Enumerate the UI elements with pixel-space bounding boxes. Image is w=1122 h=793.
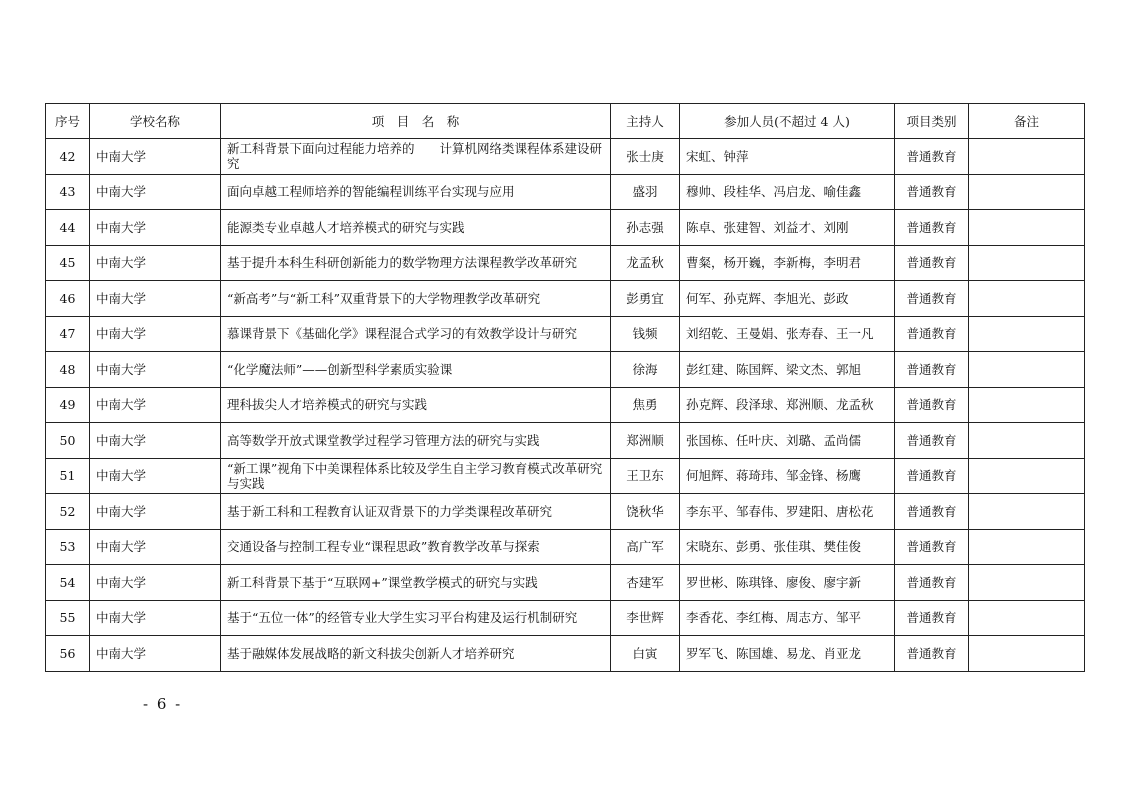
project-table (45, 103, 1085, 672)
table-row (46, 281, 1085, 317)
remark-cell (969, 458, 1085, 494)
remark-cell (969, 245, 1085, 281)
remark-cell (969, 636, 1085, 672)
row-number-cell: 54 (46, 565, 90, 601)
project-name-cell: “化学魔法师”——创新型科学素质实验课 (221, 352, 611, 388)
table-row (46, 423, 1085, 459)
project-name-cell: 能源类专业卓越人才培养模式的研究与实践 (221, 210, 611, 246)
table-row (46, 494, 1085, 530)
project-category-cell: 普通教育 (895, 387, 969, 423)
members-cell: 罗世彬、陈琪锋、廖俊、廖宇新 (680, 565, 895, 601)
members-cell: 何军、孙克辉、李旭光、彭政 (680, 281, 895, 317)
table-row (46, 210, 1085, 246)
header-category: 项目类别 (895, 104, 969, 139)
host-name-cell: 龙孟秋 (611, 245, 680, 281)
school-name-cell: 中南大学 (90, 210, 221, 246)
project-name-cell: 基于融媒体发展战略的新文科拔尖创新人才培养研究 (221, 636, 611, 672)
host-name-cell: 杏建军 (611, 565, 680, 601)
project-name-cell: 慕课背景下《基础化学》课程混合式学习的有效教学设计与研究 (221, 316, 611, 352)
table-row (46, 529, 1085, 565)
header-project: 项 目 名 称 (221, 104, 611, 139)
members-cell: 刘绍乾、王曼娟、张寿春、王一凡 (680, 316, 895, 352)
members-cell: 陈卓、张建智、刘益才、刘刚 (680, 210, 895, 246)
table-row (46, 387, 1085, 423)
school-name-cell: 中南大学 (90, 529, 221, 565)
host-name-cell: 郑洲顺 (611, 423, 680, 459)
row-number-cell: 56 (46, 636, 90, 672)
table-row (46, 245, 1085, 281)
school-name-cell: 中南大学 (90, 600, 221, 636)
page-number: - 6 - (143, 695, 183, 713)
school-name-cell: 中南大学 (90, 494, 221, 530)
row-number-cell: 50 (46, 423, 90, 459)
row-number-cell: 51 (46, 458, 90, 494)
host-name-cell: 张士庚 (611, 139, 680, 175)
school-name-cell: 中南大学 (90, 636, 221, 672)
project-name-cell: “新工课”视角下中美课程体系比较及学生自主学习教育模式改革研究与实践 (221, 458, 611, 494)
project-category-cell: 普通教育 (895, 352, 969, 388)
header-no: 序号 (46, 104, 90, 139)
host-name-cell: 钱频 (611, 316, 680, 352)
project-name-cell: 基于新工科和工程教育认证双背景下的力学类课程改革研究 (221, 494, 611, 530)
remark-cell (969, 281, 1085, 317)
members-cell: 宋虹、钟萍 (680, 139, 895, 175)
project-category-cell: 普通教育 (895, 458, 969, 494)
table-row (46, 139, 1085, 175)
school-name-cell: 中南大学 (90, 174, 221, 210)
remark-cell (969, 494, 1085, 530)
host-name-cell: 白寅 (611, 636, 680, 672)
row-number-cell: 42 (46, 139, 90, 175)
members-cell: 何旭辉、蒋琦玮、邹金锋、杨鹰 (680, 458, 895, 494)
table-row (46, 565, 1085, 601)
host-name-cell: 高广军 (611, 529, 680, 565)
school-name-cell: 中南大学 (90, 281, 221, 317)
remark-cell (969, 139, 1085, 175)
project-category-cell: 普通教育 (895, 316, 969, 352)
school-name-cell: 中南大学 (90, 565, 221, 601)
remark-cell (969, 352, 1085, 388)
project-category-cell: 普通教育 (895, 423, 969, 459)
row-number-cell: 46 (46, 281, 90, 317)
header-remark: 备注 (969, 104, 1085, 139)
project-name-cell: 新工科背景下面向过程能力培养的 计算机网络类课程体系建设研究 (221, 139, 611, 175)
project-name-cell: “新高考”与“新工科”双重背景下的大学物理教学改革研究 (221, 281, 611, 317)
table-row (46, 352, 1085, 388)
school-name-cell: 中南大学 (90, 387, 221, 423)
school-name-cell: 中南大学 (90, 458, 221, 494)
row-number-cell: 49 (46, 387, 90, 423)
project-category-cell: 普通教育 (895, 210, 969, 246)
project-name-cell: 交通设备与控制工程专业“课程思政”教育教学改革与探索 (221, 529, 611, 565)
project-category-cell: 普通教育 (895, 494, 969, 530)
project-category-cell: 普通教育 (895, 245, 969, 281)
members-cell: 彭红建、陈国辉、梁文杰、郭旭 (680, 352, 895, 388)
row-number-cell: 53 (46, 529, 90, 565)
host-name-cell: 李世辉 (611, 600, 680, 636)
remark-cell (969, 565, 1085, 601)
row-number-cell: 45 (46, 245, 90, 281)
school-name-cell: 中南大学 (90, 245, 221, 281)
project-category-cell: 普通教育 (895, 600, 969, 636)
table-row (46, 600, 1085, 636)
project-name-cell: 基于“五位一体”的经管专业大学生实习平台构建及运行机制研究 (221, 600, 611, 636)
project-name-cell: 新工科背景下基于“互联网+”课堂教学模式的研究与实践 (221, 565, 611, 601)
remark-cell (969, 316, 1085, 352)
members-cell: 李东平、邹春伟、罗建阳、唐松花 (680, 494, 895, 530)
project-name-cell: 面向卓越工程师培养的智能编程训练平台实现与应用 (221, 174, 611, 210)
table-row (46, 316, 1085, 352)
table-body (46, 139, 1085, 672)
members-cell: 宋晓东、彭勇、张佳琪、樊佳俊 (680, 529, 895, 565)
project-category-cell: 普通教育 (895, 565, 969, 601)
host-name-cell: 焦勇 (611, 387, 680, 423)
members-cell: 曹粲，杨开巍，李新梅，李明君 (680, 245, 895, 281)
header-school: 学校名称 (90, 104, 221, 139)
remark-cell (969, 600, 1085, 636)
table-row (46, 458, 1085, 494)
table-row (46, 174, 1085, 210)
row-number-cell: 55 (46, 600, 90, 636)
project-category-cell: 普通教育 (895, 636, 969, 672)
project-name-cell: 理科拔尖人才培养模式的研究与实践 (221, 387, 611, 423)
members-cell: 张国栋、任叶庆、刘璐、孟尚儒 (680, 423, 895, 459)
row-number-cell: 43 (46, 174, 90, 210)
table-row (46, 636, 1085, 672)
host-name-cell: 孙志强 (611, 210, 680, 246)
school-name-cell: 中南大学 (90, 316, 221, 352)
school-name-cell: 中南大学 (90, 352, 221, 388)
header-members: 参加人员(不超过 4 人) (680, 104, 895, 139)
project-category-cell: 普通教育 (895, 174, 969, 210)
members-cell: 穆帅、段桂华、冯启龙、喻佳鑫 (680, 174, 895, 210)
members-cell: 孙克辉、段泽球、郑洲顺、龙孟秋 (680, 387, 895, 423)
remark-cell (969, 529, 1085, 565)
host-name-cell: 盛羽 (611, 174, 680, 210)
remark-cell (969, 210, 1085, 246)
members-cell: 罗军飞、陈国雄、易龙、肖亚龙 (680, 636, 895, 672)
remark-cell (969, 387, 1085, 423)
project-category-cell: 普通教育 (895, 529, 969, 565)
school-name-cell: 中南大学 (90, 139, 221, 175)
remark-cell (969, 423, 1085, 459)
project-name-cell: 高等数学开放式课堂教学过程学习管理方法的研究与实践 (221, 423, 611, 459)
members-cell: 李香花、李红梅、周志方、邹平 (680, 600, 895, 636)
host-name-cell: 彭勇宜 (611, 281, 680, 317)
row-number-cell: 47 (46, 316, 90, 352)
row-number-cell: 44 (46, 210, 90, 246)
row-number-cell: 52 (46, 494, 90, 530)
row-number-cell: 48 (46, 352, 90, 388)
host-name-cell: 徐海 (611, 352, 680, 388)
project-name-cell: 基于提升本科生科研创新能力的数学物理方法课程教学改革研究 (221, 245, 611, 281)
remark-cell (969, 174, 1085, 210)
header-host: 主持人 (611, 104, 680, 139)
host-name-cell: 王卫东 (611, 458, 680, 494)
host-name-cell: 饶秋华 (611, 494, 680, 530)
school-name-cell: 中南大学 (90, 423, 221, 459)
project-category-cell: 普通教育 (895, 281, 969, 317)
table-header-row (46, 104, 1085, 139)
project-category-cell: 普通教育 (895, 139, 969, 175)
